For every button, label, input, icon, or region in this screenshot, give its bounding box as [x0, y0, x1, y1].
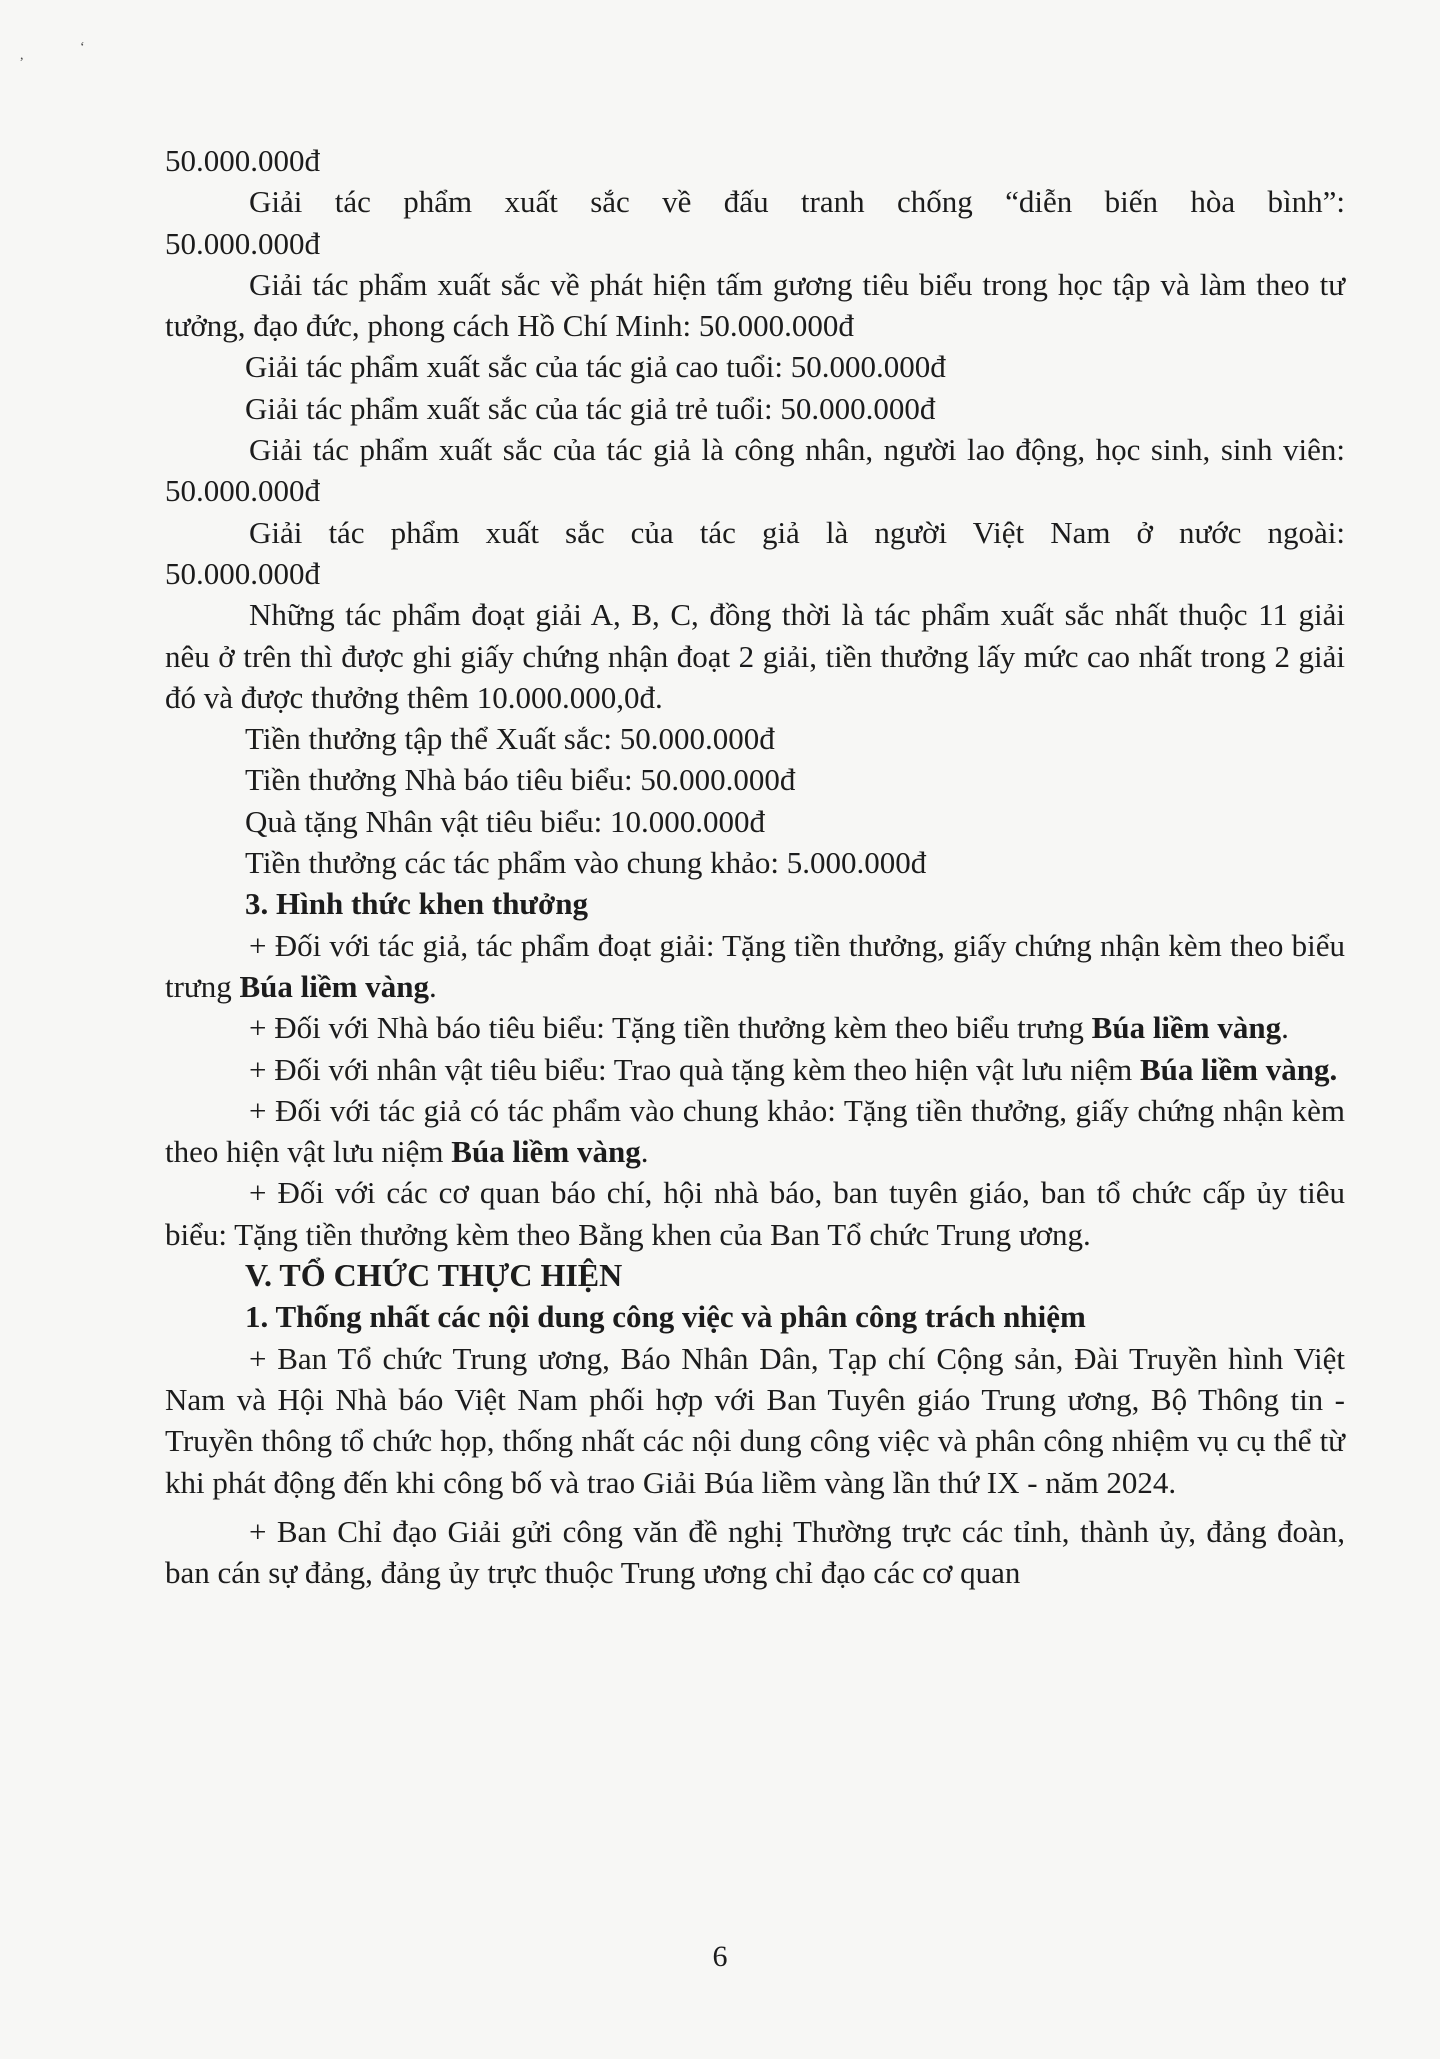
paragraph: Tiền thưởng Nhà báo tiêu biểu: 50.000.000đ: [245, 762, 796, 798]
line: Giải tác phẩm xuất sắc về đấu tranh chống “diễn biến hòa bình”:: [249, 184, 1345, 220]
text-run: + Đối với nhân vật tiêu biểu: Trao quà tặng kèm theo hiện vật lưu niệm: [249, 1051, 1140, 1087]
paragraph: Tiền thưởng các tác phẩm vào chung khảo: 5.000.000đ: [245, 845, 927, 881]
paragraph: [165, 925, 1345, 1008]
page-number: 6: [712, 1940, 728, 1973]
paragraph: [165, 512, 1345, 553]
emphasis: Búa liềm vàng: [451, 1134, 641, 1170]
paragraph: Giải tác phẩm xuất sắc về phát hiện tấm gương tiêu biểu trong học tập và làm theo tư tưởng, đạo đức, phong cách Hồ Chí Minh: 50.000.000đ: [165, 266, 1345, 344]
paragraph: 50.000.000đ: [165, 143, 320, 178]
scan-speck: ‘: [80, 40, 85, 55]
line: Giải tác phẩm xuất sắc của tác giả là người Việt Nam ở nước ngoài:: [249, 514, 1345, 550]
document-page: [165, 140, 1345, 1593]
subsection-heading: 1. Thống nhất các nội dung công việc và phân công trách nhiệm: [245, 1299, 1086, 1335]
paragraph: 50.000.000đ: [165, 225, 320, 261]
text-run: + Đối với tác giả có tác phẩm vào chung khảo: Tặng tiền thưởng, giấy chứng nhận kèm theo hiện vật lưu niệm: [165, 1092, 1345, 1170]
text-run: + Đối với tác giả, tác phẩm đoạt giải: Tặng tiền thưởng, giấy chứng nhận kèm theo biểu trưng: [165, 927, 1345, 1004]
paragraph: Quà tặng Nhân vật tiêu biểu: 10.000.000đ: [245, 803, 766, 839]
text-run: .: [428, 968, 437, 1004]
emphasis: Búa liềm vàng: [239, 968, 429, 1004]
text-run: + Đối với Nhà báo tiêu biểu: Tặng tiền thưởng kèm theo biểu trưng: [249, 1010, 1092, 1046]
paragraph: [165, 181, 1345, 222]
emphasis: Búa liềm vàng.: [1139, 1051, 1338, 1087]
paragraph: + Ban Tổ chức Trung ương, Báo Nhân Dân, Tạp chí Cộng sản, Đài Truyền hình Việt Nam và Hội Nhà báo Việt Nam phối hợp với Ban Tuyên giáo Trung ương, Bộ Thông tin - Truyền thông tổ chức họp, thống nhất các nội dung công việc và phân công nhiệm vụ cụ thể từ khi phát động đến khi công bố và trao Giải Búa liềm vàng lần thứ IX - năm 2024.: [165, 1340, 1345, 1500]
paragraph: 50.000.000đ: [165, 555, 320, 591]
paragraph: Những tác phẩm đoạt giải A, B, C, đồng thời là tác phẩm xuất sắc nhất thuộc 11 giải nêu ở trên thì được ghi giấy chứng nhận đoạt 2 giải, tiền thưởng lấy mức cao nhất trong 2 giải đó và được thưởng thêm 10.000.000,0đ.: [165, 597, 1345, 715]
paragraph: + Ban Chỉ đạo Giải gửi công văn đề nghị Thường trực các tỉnh, thành ủy, đảng đoàn, ban cán sự đảng, đảng ủy trực thuộc Trung ương chỉ đạo các cơ quan: [165, 1513, 1345, 1591]
paragraph: [165, 1049, 1345, 1090]
paragraph: Giải tác phẩm xuất sắc của tác giả cao tuổi: 50.000.000đ: [245, 349, 946, 385]
paragraph: [165, 1007, 1345, 1048]
paragraph: Giải tác phẩm xuất sắc của tác giả trẻ tuổi: 50.000.000đ: [245, 390, 936, 426]
section-heading: V. TỔ CHỨC THỰC HIỆN: [245, 1257, 623, 1294]
paragraph: Giải tác phẩm xuất sắc của tác giả là công nhân, người lao động, học sinh, sinh viên: 50.000.000đ: [165, 432, 1345, 509]
paragraph: + Đối với các cơ quan báo chí, hội nhà báo, ban tuyên giáo, ban tổ chức cấp ủy tiêu biểu: Tặng tiền thưởng kèm theo Bằng khen của Ban Tổ chức Trung ương.: [165, 1175, 1345, 1252]
text-run: .: [640, 1134, 649, 1170]
paragraph: Tiền thưởng tập thể Xuất sắc: 50.000.000đ: [245, 721, 775, 757]
section-heading: 3. Hình thức khen thưởng: [245, 886, 588, 922]
paragraph: [165, 1090, 1345, 1173]
text-run: .: [1281, 1010, 1289, 1046]
emphasis: Búa liềm vàng: [1091, 1010, 1282, 1046]
scan-speck: ,: [20, 48, 24, 63]
